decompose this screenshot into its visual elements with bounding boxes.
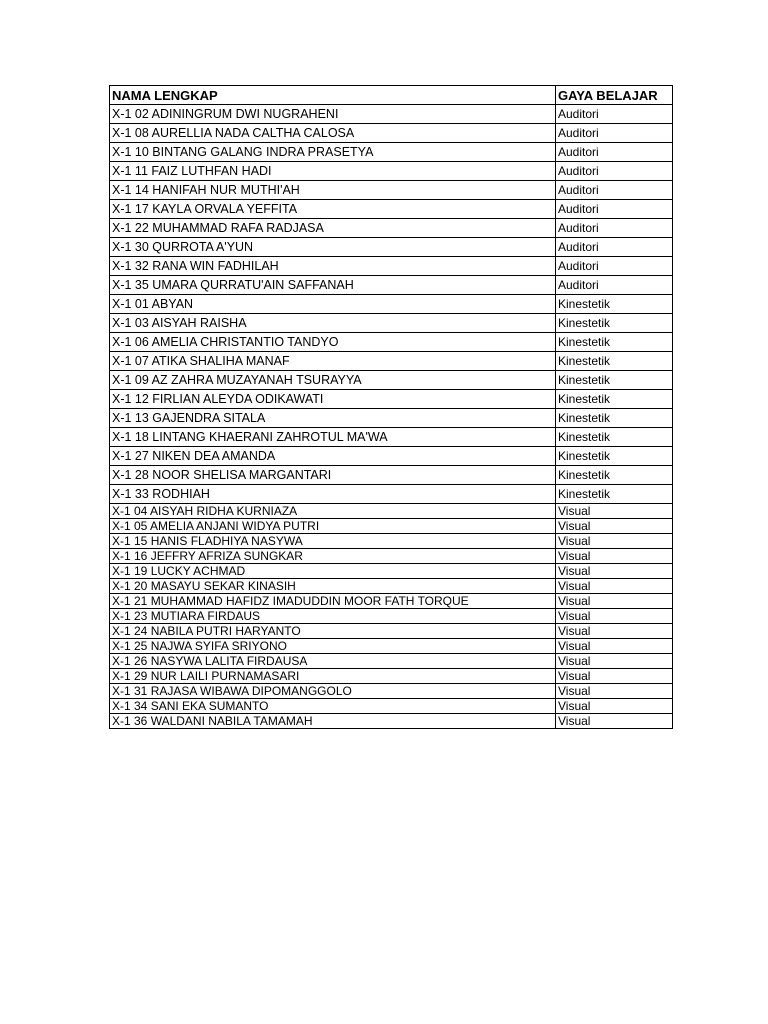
student-name-cell: X-1 09 AZ ZAHRA MUZAYANAH TSURAYYA — [110, 371, 556, 390]
learning-style-cell: Kinestetik — [556, 295, 673, 314]
table-row — [110, 428, 673, 447]
student-name-cell: X-1 14 HANIFAH NUR MUTHI'AH — [110, 181, 556, 200]
learning-style-cell: Visual — [556, 504, 673, 519]
learning-style-cell: Kinestetik — [556, 314, 673, 333]
table-row — [110, 594, 673, 609]
learning-style-cell: Auditori — [556, 162, 673, 181]
header-name: NAMA LENGKAP — [110, 86, 556, 105]
student-name-cell: X-1 12 FIRLIAN ALEYDA ODIKAWATI — [110, 390, 556, 409]
student-name-cell: X-1 16 JEFFRY AFRIZA SUNGKAR — [110, 549, 556, 564]
student-name-cell: X-1 11 FAIZ LUTHFAN HADI — [110, 162, 556, 181]
learning-style-table — [109, 85, 673, 729]
learning-style-cell: Visual — [556, 714, 673, 729]
table-body — [110, 105, 673, 729]
student-name-cell: X-1 07 ATIKA SHALIHA MANAF — [110, 352, 556, 371]
table-row — [110, 295, 673, 314]
learning-style-cell: Auditori — [556, 276, 673, 295]
learning-style-cell: Visual — [556, 654, 673, 669]
table-row — [110, 534, 673, 549]
student-name-cell: X-1 21 MUHAMMAD HAFIDZ IMADUDDIN MOOR FATH TORQUE — [110, 594, 556, 609]
table-row — [110, 181, 673, 200]
table-row — [110, 609, 673, 624]
student-name-cell: X-1 31 RAJASA WIBAWA DIPOMANGGOLO — [110, 684, 556, 699]
table-row — [110, 390, 673, 409]
table-row — [110, 238, 673, 257]
table-row — [110, 564, 673, 579]
table-row — [110, 257, 673, 276]
table-row — [110, 669, 673, 684]
table-row — [110, 549, 673, 564]
student-name-cell: X-1 02 ADININGRUM DWI NUGRAHENI — [110, 105, 556, 124]
student-name-cell: X-1 03 AISYAH RAISHA — [110, 314, 556, 333]
learning-style-cell: Kinestetik — [556, 333, 673, 352]
table-row — [110, 639, 673, 654]
table-row — [110, 314, 673, 333]
table-row — [110, 124, 673, 143]
student-name-cell: X-1 22 MUHAMMAD RAFA RADJASA — [110, 219, 556, 238]
learning-style-cell: Visual — [556, 699, 673, 714]
learning-style-cell: Kinestetik — [556, 371, 673, 390]
learning-style-cell: Auditori — [556, 200, 673, 219]
table-row — [110, 200, 673, 219]
learning-style-cell: Auditori — [556, 219, 673, 238]
student-name-cell: X-1 36 WALDANI NABILA TAMAMAH — [110, 714, 556, 729]
student-name-cell: X-1 13 GAJENDRA SITALA — [110, 409, 556, 428]
student-name-cell: X-1 19 LUCKY ACHMAD — [110, 564, 556, 579]
learning-style-cell: Visual — [556, 624, 673, 639]
student-name-cell: X-1 04 AISYAH RIDHA KURNIAZA — [110, 504, 556, 519]
table-row — [110, 654, 673, 669]
learning-style-cell: Kinestetik — [556, 352, 673, 371]
learning-style-cell: Visual — [556, 684, 673, 699]
table-row — [110, 162, 673, 181]
student-name-cell: X-1 10 BINTANG GALANG INDRA PRASETYA — [110, 143, 556, 162]
student-name-cell: X-1 06 AMELIA CHRISTANTIO TANDYO — [110, 333, 556, 352]
header-row — [110, 86, 673, 105]
learning-style-cell: Visual — [556, 669, 673, 684]
table-row — [110, 504, 673, 519]
learning-style-cell: Visual — [556, 609, 673, 624]
student-name-cell: X-1 34 SANI EKA SUMANTO — [110, 699, 556, 714]
table-row — [110, 447, 673, 466]
table-row — [110, 276, 673, 295]
student-name-cell: X-1 30 QURROTA A'YUN — [110, 238, 556, 257]
learning-style-cell: Auditori — [556, 238, 673, 257]
student-name-cell: X-1 08 AURELLIA NADA CALTHA CALOSA — [110, 124, 556, 143]
learning-style-cell: Visual — [556, 564, 673, 579]
learning-style-cell: Kinestetik — [556, 428, 673, 447]
learning-style-cell: Visual — [556, 519, 673, 534]
student-name-cell: X-1 35 UMARA QURRATU'AIN SAFFANAH — [110, 276, 556, 295]
header-learning-style: GAYA BELAJAR — [556, 86, 673, 105]
table-row — [110, 409, 673, 428]
student-name-cell: X-1 26 NASYWA LALITA FIRDAUSA — [110, 654, 556, 669]
student-name-cell: X-1 27 NIKEN DEA AMANDA — [110, 447, 556, 466]
learning-style-cell: Visual — [556, 534, 673, 549]
learning-style-cell: Kinestetik — [556, 485, 673, 504]
student-name-cell: X-1 17 KAYLA ORVALA YEFFITA — [110, 200, 556, 219]
table-row — [110, 352, 673, 371]
table-row — [110, 466, 673, 485]
learning-style-cell: Auditori — [556, 181, 673, 200]
learning-style-cell: Auditori — [556, 124, 673, 143]
learning-style-cell: Visual — [556, 594, 673, 609]
table-row — [110, 105, 673, 124]
learning-style-cell: Visual — [556, 549, 673, 564]
student-name-cell: X-1 05 AMELIA ANJANI WIDYA PUTRI — [110, 519, 556, 534]
learning-style-cell: Visual — [556, 579, 673, 594]
student-name-cell: X-1 20 MASAYU SEKAR KINASIH — [110, 579, 556, 594]
table-row — [110, 699, 673, 714]
table-row — [110, 333, 673, 352]
table-row — [110, 143, 673, 162]
learning-style-cell: Kinestetik — [556, 466, 673, 485]
student-name-cell: X-1 24 NABILA PUTRI HARYANTO — [110, 624, 556, 639]
student-name-cell: X-1 23 MUTIARA FIRDAUS — [110, 609, 556, 624]
student-name-cell: X-1 33 RODHIAH — [110, 485, 556, 504]
learning-style-cell: Kinestetik — [556, 390, 673, 409]
learning-style-cell: Auditori — [556, 143, 673, 162]
student-name-cell: X-1 28 NOOR SHELISA MARGANTARI — [110, 466, 556, 485]
student-name-cell: X-1 32 RANA WIN FADHILAH — [110, 257, 556, 276]
student-name-cell: X-1 18 LINTANG KHAERANI ZAHROTUL MA'WA — [110, 428, 556, 447]
table-row — [110, 485, 673, 504]
table-row — [110, 624, 673, 639]
learning-style-cell: Visual — [556, 639, 673, 654]
table-row — [110, 714, 673, 729]
student-name-cell: X-1 25 NAJWA SYIFA SRIYONO — [110, 639, 556, 654]
table-row — [110, 219, 673, 238]
table-row — [110, 371, 673, 390]
student-name-cell: X-1 01 ABYAN — [110, 295, 556, 314]
learning-style-cell: Kinestetik — [556, 447, 673, 466]
table-row — [110, 519, 673, 534]
table-row — [110, 684, 673, 699]
learning-style-cell: Auditori — [556, 105, 673, 124]
table-row — [110, 579, 673, 594]
learning-style-cell: Kinestetik — [556, 409, 673, 428]
learning-style-cell: Auditori — [556, 257, 673, 276]
student-name-cell: X-1 15 HANIS FLADHIYA NASYWA — [110, 534, 556, 549]
student-name-cell: X-1 29 NUR LAILI PURNAMASARI — [110, 669, 556, 684]
